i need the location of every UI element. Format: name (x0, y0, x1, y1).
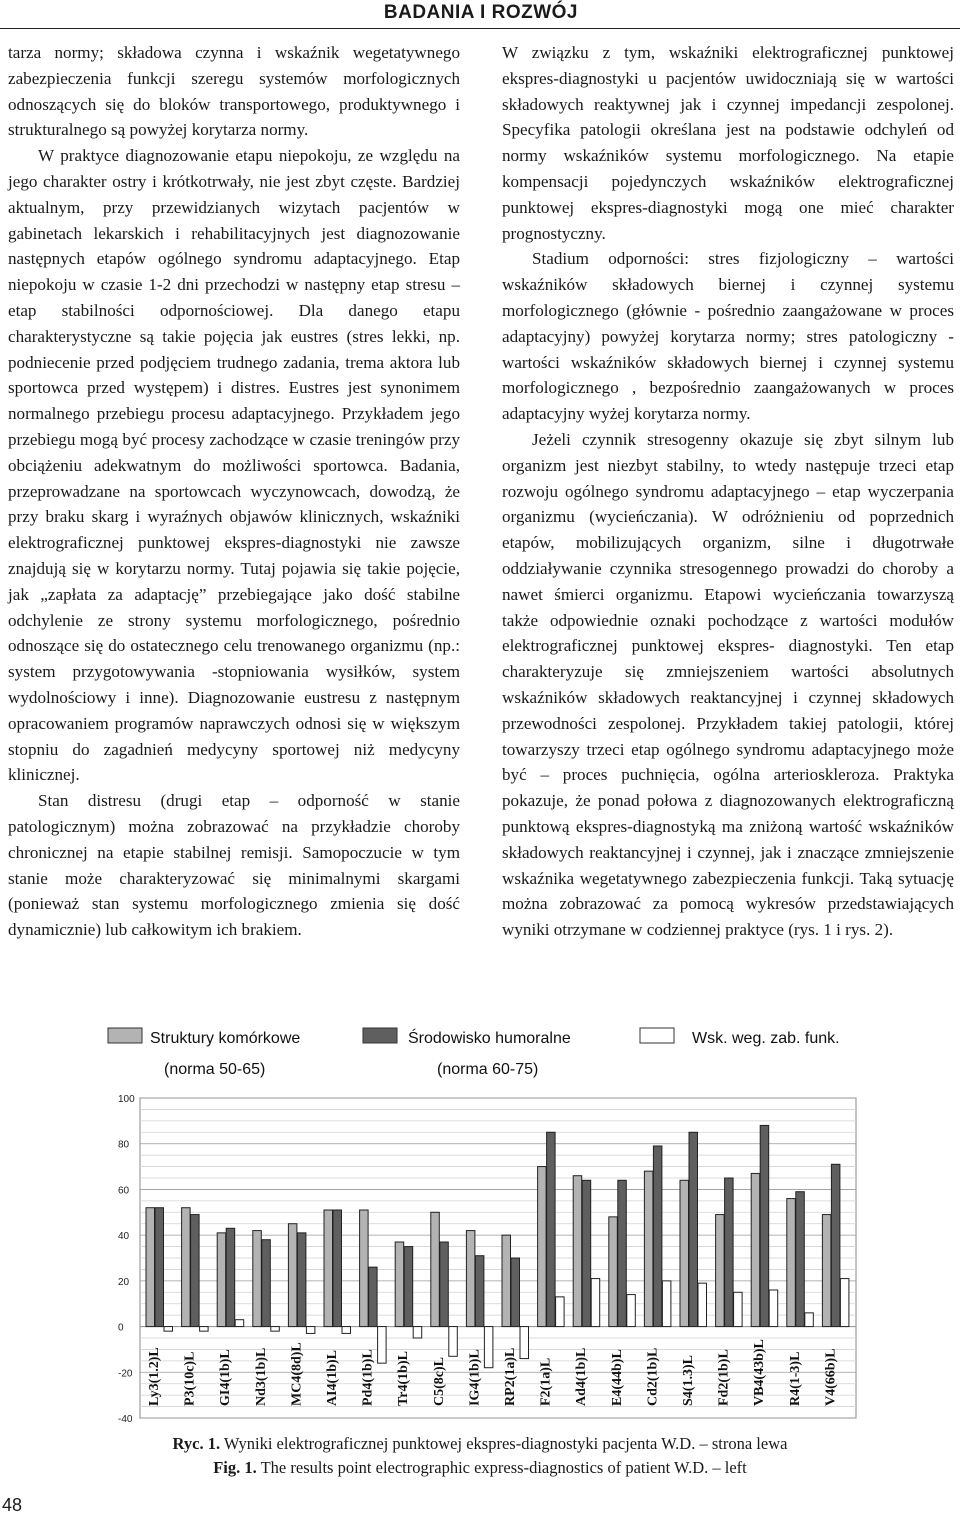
legend-label: Struktury komórkowe (150, 1030, 301, 1047)
bar-struktury (217, 1233, 226, 1327)
bar-srodowisko (369, 1267, 378, 1326)
legend-norm-range: (norma 50-65) (164, 1061, 266, 1078)
caption-label-en: Fig. 1. (213, 1458, 257, 1477)
paragraph: Stadium odporności: stres fizjologiczny – wartości wskaźników składowych biernej i czynnej systemu morfologicznego (głównie - pośrednio zaangażowane w proces adaptacyjny) powyżej korytarza normy; stres patologiczny - wartości wskaźników składowych biernej i czynnej systemu morfologicznego , bezpośrednio zaangażowanych w proces adaptacyjny wyżej korytarza normy. (502, 249, 954, 424)
bar-srodowisko (760, 1125, 769, 1326)
bar-struktury (182, 1208, 191, 1327)
category-label: Ly3(1.2)L (147, 1347, 162, 1406)
bar-srodowisko (618, 1180, 627, 1326)
y-tick-label: -20 (118, 1368, 133, 1380)
bar-srodowisko (725, 1178, 734, 1327)
y-tick-label: 40 (118, 1231, 130, 1243)
bar-srodowisko (547, 1132, 556, 1326)
bar-struktury (502, 1235, 511, 1326)
bar-struktury (146, 1208, 155, 1327)
bar-srodowisko (155, 1208, 164, 1327)
bar-srodowisko (262, 1240, 271, 1327)
category-label: Pd4(1b)L (360, 1349, 376, 1406)
category-label: V4(66b)L (823, 1348, 839, 1406)
bar-wskaznik (378, 1327, 387, 1364)
category-label: Cd2(1b)L (645, 1347, 661, 1406)
bar-srodowisko (831, 1164, 840, 1326)
bar-wskaznik (200, 1327, 209, 1332)
legend-label: Wsk. weg. zab. funk. (692, 1030, 840, 1047)
legend-swatch (640, 1028, 674, 1043)
legend-swatch (363, 1028, 397, 1043)
journal-section-title: BADANIA I ROZWÓJ (383, 2, 578, 23)
bar-wskaznik (734, 1292, 743, 1326)
bar-wskaznik (805, 1313, 814, 1327)
right-text-column (502, 40, 954, 943)
bar-wskaznik (591, 1279, 600, 1327)
legend-swatch (108, 1028, 142, 1043)
paragraph: tarza normy; składowa czynna i wskaźnik wegetatywnego zabezpieczenia funkcji szeregu systemów morfologicznych odnoszących się do bloków transportowego, produktywnego i strukturalnego są powyżej korytarza normy. (8, 43, 460, 140)
bar-wskaznik (235, 1320, 244, 1327)
bar-srodowisko (440, 1242, 449, 1327)
y-tick-label: 80 (118, 1139, 130, 1151)
bar-wskaznik (556, 1297, 565, 1327)
left-text-column (8, 40, 460, 943)
paragraph: Stan distresu (drugi etap – odporność w stanie patologicznym) można zobrazować na przykładzie choroby chronicznej na etapie stabilnej remisji. Samopoczucie w tym stanie może charakteryzować się minimalnymi skargami (ponieważ stan systemu morfologicznego zmienia się dość dynamicznie) lub całkowitym ich brakiem. (8, 791, 460, 940)
category-label: S4(1.3)L (681, 1355, 696, 1406)
category-label: P3(10c)L (182, 1351, 198, 1406)
category-label: GI4(1b)L (218, 1349, 234, 1406)
bar-wskaznik (449, 1327, 458, 1357)
bar-chart (0, 1016, 960, 1436)
bar-srodowisko (191, 1215, 200, 1327)
bar-srodowisko (582, 1180, 591, 1326)
category-label: F2(1a)L (538, 1357, 554, 1406)
bar-struktury (680, 1180, 689, 1326)
bar-wskaznik (840, 1279, 849, 1327)
category-label: Nd3(1b)L (253, 1347, 269, 1406)
y-tick-label: 20 (118, 1276, 130, 1288)
paragraph: W związku z tym, wskaźniki elektrograficznej punktowej ekspres-diagnostyki u pacjentów uwidoczniają się w wartości składowych reaktywnej jak i czynnej impedancji zespolonej. Specyfika patologii określana jest na podstawie odchyleń od normy wskaźników systemu morfologicznego. Na etapie kompensacji pojedynczych wskaźników elektrograficznej punktowej ekspres-diagnostyki mogą one mieć charakter prognostyczny. (502, 43, 954, 243)
bar-struktury (360, 1210, 369, 1327)
bar-srodowisko (689, 1132, 698, 1326)
category-label: E4(44b)L (609, 1349, 625, 1406)
bar-struktury (716, 1215, 725, 1327)
category-label: Ad4(1b)L (574, 1347, 590, 1406)
legend-label: Środowisko humoralne (408, 1030, 571, 1047)
category-label: MC4(8d)L (289, 1342, 305, 1406)
bar-srodowisko (653, 1146, 662, 1327)
bar-wskaznik (164, 1327, 173, 1332)
figure-caption-polish (0, 1434, 960, 1454)
bar-struktury (431, 1212, 440, 1326)
bar-wskaznik (271, 1327, 280, 1332)
bar-wskaznik (627, 1295, 636, 1327)
category-label: Tr4(1b)L (396, 1351, 412, 1406)
bar-struktury (253, 1231, 261, 1327)
bar-wskaznik (413, 1327, 422, 1338)
paragraph: Jeżeli czynnik stresogenny okazuje się zbyt silnym lub organizm jest niezbyt stabilny, to wtedy następuje trzeci etap rozwoju ogólnego syndromu adaptacyjnego – etap wyczerpania organizmu (wycieńczania). W odróżnieniu od poprzednich etapów, mobilizujących organizm, silne i długotrwałe oddziaływanie czynnika stresogennego prowadzi do choroby a nawet śmierci organizmu. Etapowi wycieńczania towarzyszą także odpowiednie oznaki pochodzące z wartości modułów elektrograficznej punktowej ekspres- diagnostyki. Ten etap charakteryzuje się zmniejszeniem wartości absolutnych wskaźników składowych reaktancyjnej i czynnej składowych przewodności zespolonej. Przykładem takiej patologii, której towarzyszy trzeci etap ogólnego syndromu adaptacyjnego może być – proces puchnięcia, ogólna arterioskleroza. Praktyka pokazuje, że ponad połowa z diagnozowanych elektrograficzną punktową ekspres-diagnostyką ma zniżoną wartość wskaźników składowych reaktancyjnej i czynnej, jak i znaczące zmniejszenie wskaźnika wegetatywnego zabezpieczenia funkcji. Taką sytuację można zobrazować za pomocą wykresów przedstawiających wyniki otrzymane w codziennej praktyce (rys. 1 i rys. 2). (502, 429, 954, 940)
bar-wskaznik (662, 1281, 671, 1327)
bar-struktury (288, 1224, 297, 1327)
caption-label-pl: Ryc. 1. (172, 1434, 221, 1453)
bar-srodowisko (511, 1258, 520, 1327)
bar-struktury (609, 1217, 618, 1327)
bar-struktury (751, 1173, 760, 1326)
page-header (0, 0, 960, 29)
y-tick-label: 60 (118, 1185, 130, 1197)
caption-text-en: The results point electrographic express-diagnostics of patient W.D. – left (260, 1458, 747, 1477)
y-tick-label: 0 (118, 1322, 124, 1334)
bar-wskaznik (520, 1327, 529, 1359)
bar-srodowisko (404, 1247, 413, 1327)
bar-srodowisko (333, 1210, 342, 1327)
figure-caption-english (0, 1458, 960, 1478)
bar-wskaznik (306, 1327, 315, 1334)
category-label: IG4(1b)L (467, 1349, 483, 1406)
bar-struktury (324, 1210, 333, 1327)
category-label: RP2(1a)L (503, 1347, 518, 1406)
bar-struktury (822, 1215, 831, 1327)
bar-wskaznik (769, 1290, 778, 1327)
bar-struktury (395, 1242, 404, 1327)
paragraph: W praktyce diagnozowanie etapu niepokoju, ze względu na jego charakter ostry i krótkotrwały, nie jest zbyt częste. Bardziej aktualnym, przy przewidzianych wizytach pacjentów w gabinetach lekarskich i rehabilitacyjnych jest diagnozowanie następnych etapów ogólnego syndromu adaptacyjnego. Etap niepokoju w czasie 1-2 dni przechodzi w następny etap stresu – etap stabilności odpornościowej. Dla danego etapu charakterystyczne są takie pojęcia jak eustres (stres lekki, np. podniecenie przed podjęciem trudnego zadania, trema aktora lub sportowca przed występem) i distres. Eustres jest synonimem normalnego przebiegu procesu adaptacyjnego. Przykładem jego przebiegu mogą być procesy zachodzące w czasie treningów przy obciążeniu adekwatnym do możliwości sportowca. Badania, przeprowadzane na sportowcach wyczynowcach, dowodzą, że przy braku skarg i wyraźnych objawów klinicznych, wskaźniki elektrograficznej punktowej ekspres-diagnostyki nie zawsze znajdują się w korytarzu normy. Tutaj pojawia się takie pojęcie, jak „zapłata za adaptację” przebiegające jako dość stabilne odchylenie ze strony systemu morfologicznego, pośrednio odnoszące się do ostatecznego celu trenowanego organizmu (np.: system przygotowywania -stopniowania wysiłków, system wydolnościowy i inne). Diagnozowanie eustresu z następnym opracowaniem programów naprawczych odnosi się w większym stopniu do zagadnień medycyny sportowej niż medycyny klinicznej. (8, 146, 460, 785)
legend-norm-range: (norma 60-75) (437, 1061, 539, 1078)
bar-srodowisko (475, 1256, 484, 1327)
category-label: VB4(43b)L (752, 1339, 768, 1406)
bar-srodowisko (297, 1233, 306, 1327)
y-tick-label: -40 (118, 1414, 133, 1425)
bar-struktury (787, 1199, 796, 1327)
y-tick-label: 100 (118, 1094, 135, 1105)
bar-wskaznik (484, 1327, 493, 1368)
bar-struktury (466, 1231, 475, 1327)
bar-struktury (573, 1176, 582, 1327)
caption-text-pl: Wyniki elektrograficznej punktowej ekspres-diagnostyki pacjenta W.D. – strona lewa (223, 1434, 788, 1453)
bar-struktury (644, 1171, 653, 1326)
bar-wskaznik (342, 1327, 351, 1334)
bar-wskaznik (698, 1283, 707, 1326)
bar-srodowisko (796, 1192, 805, 1327)
category-label: C5(8c)L (431, 1357, 447, 1406)
category-label: R4(1-3)L (787, 1351, 803, 1406)
bar-struktury (538, 1167, 547, 1327)
bar-srodowisko (226, 1228, 235, 1326)
page-number: 48 (2, 1495, 23, 1515)
category-label: AI4(1b)L (325, 1349, 340, 1406)
category-label: Fd2(1b)L (716, 1349, 732, 1406)
